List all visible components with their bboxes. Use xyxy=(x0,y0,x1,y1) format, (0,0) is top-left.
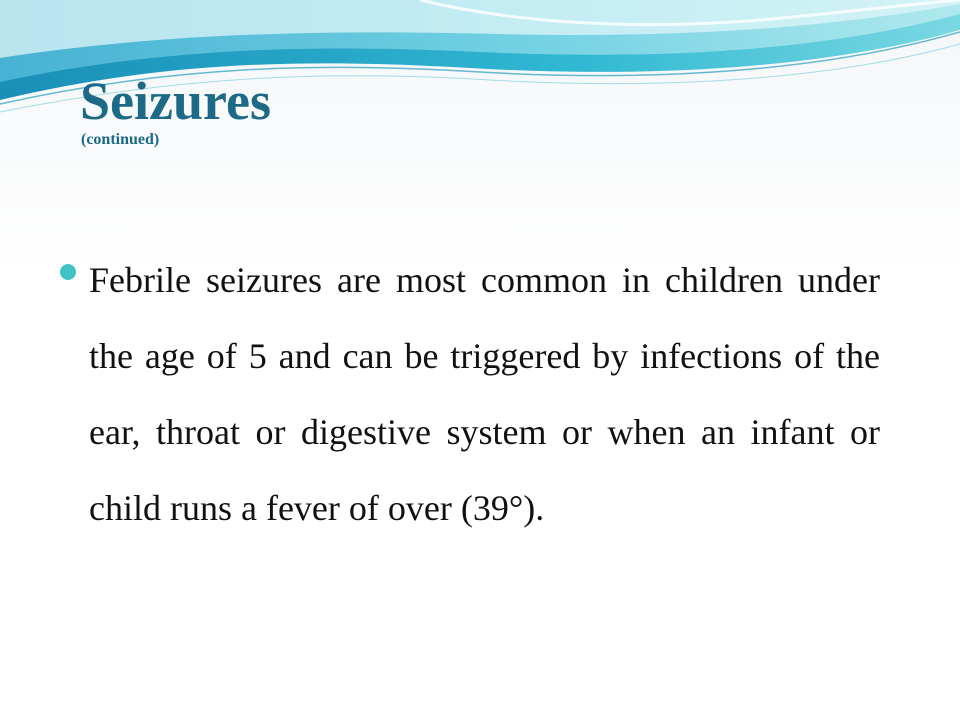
bullet-item xyxy=(60,242,880,546)
bullet-dot-icon xyxy=(60,264,76,280)
title-block xyxy=(80,70,271,150)
slide-subtitle: (continued) xyxy=(81,131,160,148)
slide-body xyxy=(60,242,880,546)
slide-title: Seizures xyxy=(80,71,271,131)
bullet-text: Febrile seizures are most common in children under the age of 5 and can be triggered by infections of the ear, throat or digestive system or when an infant or child runs a fever of over (39°). xyxy=(89,260,880,528)
